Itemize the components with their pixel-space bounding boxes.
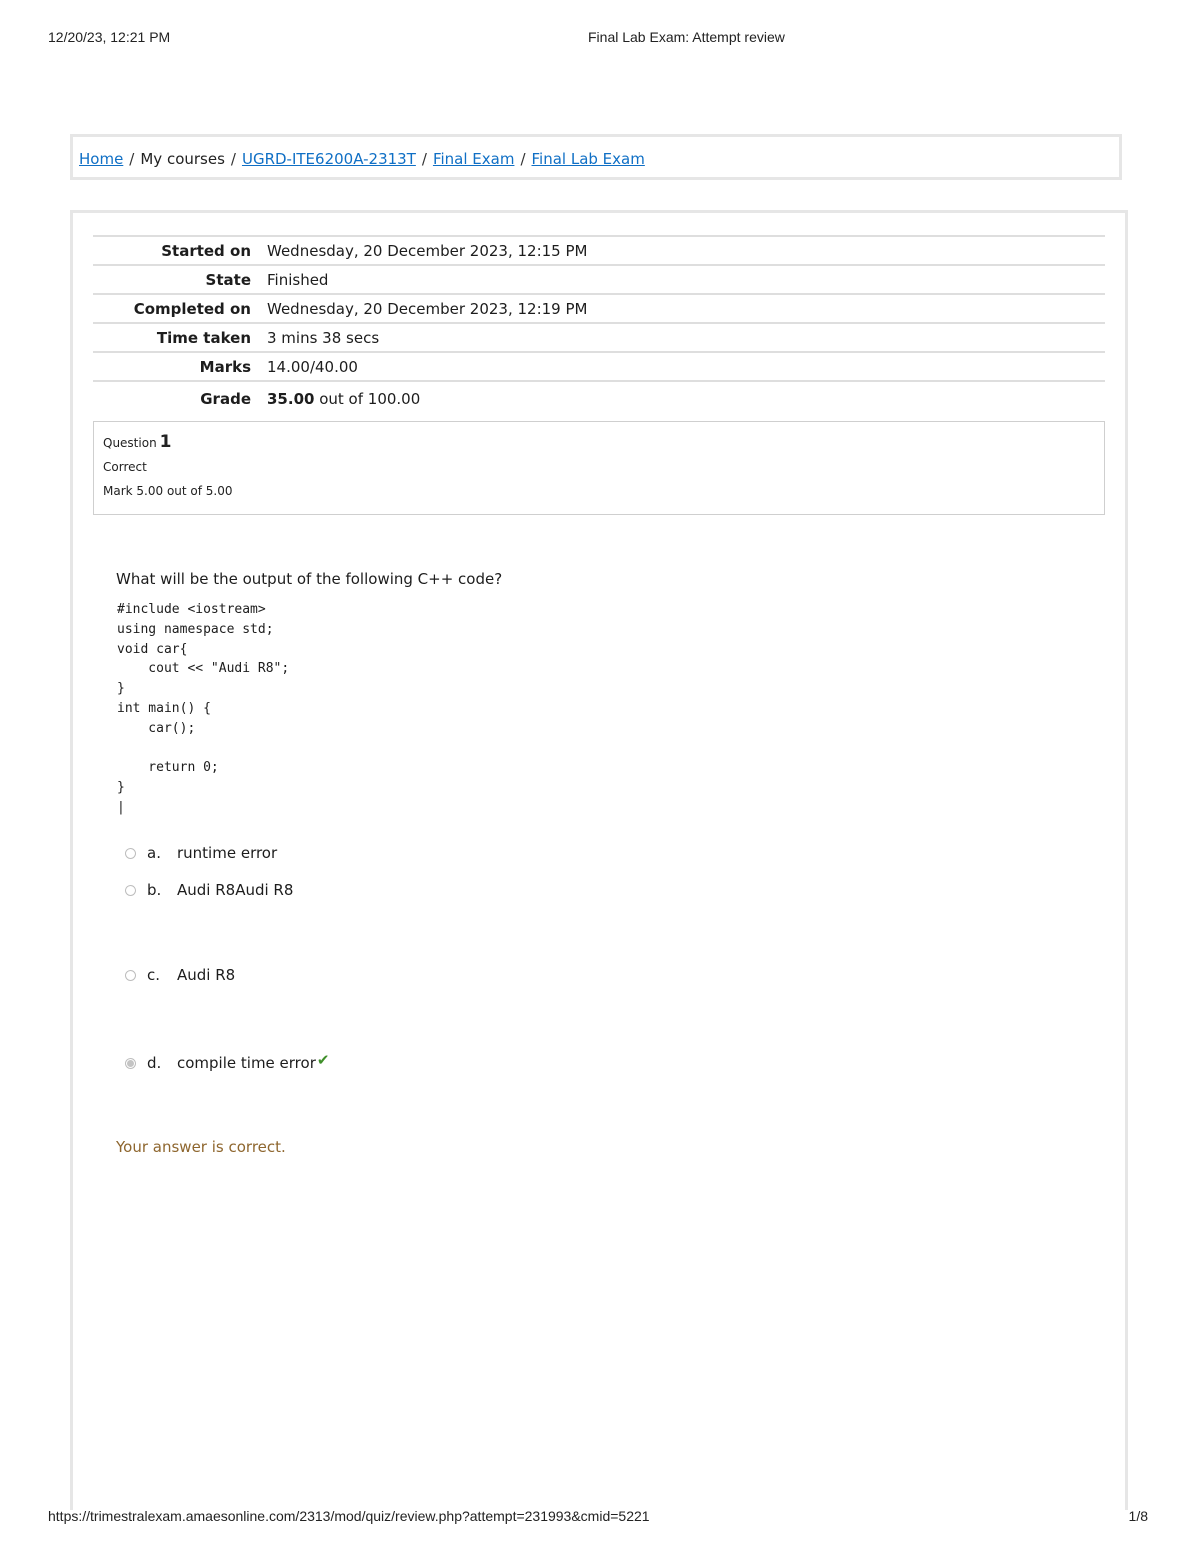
answer-text: compile time error — [177, 1054, 316, 1072]
answer-letter: a. — [147, 844, 161, 862]
breadcrumb-section-link[interactable]: Final Exam — [432, 150, 515, 168]
summary-row-state — [93, 265, 1105, 294]
breadcrumb-separator: / — [129, 150, 135, 168]
breadcrumb-separator: / — [520, 150, 526, 168]
answer-option-d[interactable] — [125, 1051, 330, 1072]
print-datetime: 12/20/23, 12:21 PM — [48, 29, 171, 45]
question-heading — [103, 432, 1104, 452]
answer-radio[interactable] — [125, 848, 136, 859]
summary-label: Started on — [161, 242, 251, 260]
summary-label: Time taken — [156, 329, 251, 347]
answer-option-c[interactable] — [125, 966, 235, 984]
summary-label: Completed on — [133, 300, 251, 318]
summary-value: 3 mins 38 secs — [267, 329, 380, 347]
summary-row-started — [93, 236, 1105, 265]
breadcrumb-home-link[interactable]: Home — [79, 150, 124, 168]
breadcrumb-activity-link[interactable]: Final Lab Exam — [531, 150, 645, 168]
question-code: #include <iostream> using namespace std; void car{ cout << "Audi R8"; } int main() { car(); return 0; } | — [117, 602, 290, 815]
print-header — [48, 29, 1148, 47]
answer-letter: b. — [147, 881, 162, 899]
answer-feedback: Your answer is correct. — [116, 1138, 286, 1156]
print-url: https://trimestralexam.amaesonline.com/2313/mod/quiz/review.php?attempt=231993&cmid=5221 — [48, 1508, 650, 1524]
summary-value: 14.00/40.00 — [267, 358, 358, 376]
summary-row-completed — [93, 294, 1105, 323]
answer-text: Audi R8Audi R8 — [177, 881, 294, 899]
answer-letter: c. — [147, 966, 161, 984]
print-page-number: 1/8 — [1128, 1508, 1148, 1524]
summary-label: Marks — [199, 358, 251, 376]
question-label: Question — [103, 436, 157, 450]
print-footer — [48, 1508, 1148, 1526]
summary-row-marks — [93, 352, 1105, 381]
question-text: What will be the output of the following C++ code? — [116, 570, 503, 588]
breadcrumb — [70, 134, 1122, 180]
answer-option-b[interactable] — [125, 881, 293, 899]
breadcrumb-course-link[interactable]: UGRD-ITE6200A-2313T — [241, 150, 416, 168]
grade-out-of: out of 100.00 — [314, 390, 421, 408]
question-number: 1 — [159, 432, 172, 452]
answer-text: runtime error — [177, 844, 278, 862]
summary-value: Finished — [267, 271, 329, 289]
breadcrumb-my-courses: My courses — [140, 150, 225, 168]
question-state: Correct — [103, 460, 147, 474]
question-info — [93, 421, 1105, 515]
summary-label: State — [205, 271, 251, 289]
summary-value: Wednesday, 20 December 2023, 12:19 PM — [267, 300, 588, 318]
check-icon: ✔ — [316, 1051, 330, 1069]
question-mark: Mark 5.00 out of 5.00 — [103, 484, 233, 498]
answer-option-a[interactable] — [125, 844, 277, 862]
answer-radio[interactable] — [125, 970, 136, 981]
answer-radio[interactable] — [125, 885, 136, 896]
summary-label: Grade — [200, 390, 251, 408]
summary-row-time-taken — [93, 323, 1105, 352]
grade-score: 35.00 — [267, 390, 315, 408]
attempt-summary-table — [93, 235, 1105, 412]
summary-row-grade — [93, 381, 1105, 412]
summary-value: Wednesday, 20 December 2023, 12:15 PM — [267, 242, 588, 260]
summary-value — [259, 381, 1105, 412]
answer-radio-selected[interactable] — [125, 1058, 136, 1069]
breadcrumb-separator: / — [421, 150, 427, 168]
answer-letter: d. — [147, 1054, 162, 1072]
answer-text: Audi R8 — [177, 966, 236, 984]
breadcrumb-separator: / — [230, 150, 236, 168]
print-title: Final Lab Exam: Attempt review — [588, 29, 785, 45]
